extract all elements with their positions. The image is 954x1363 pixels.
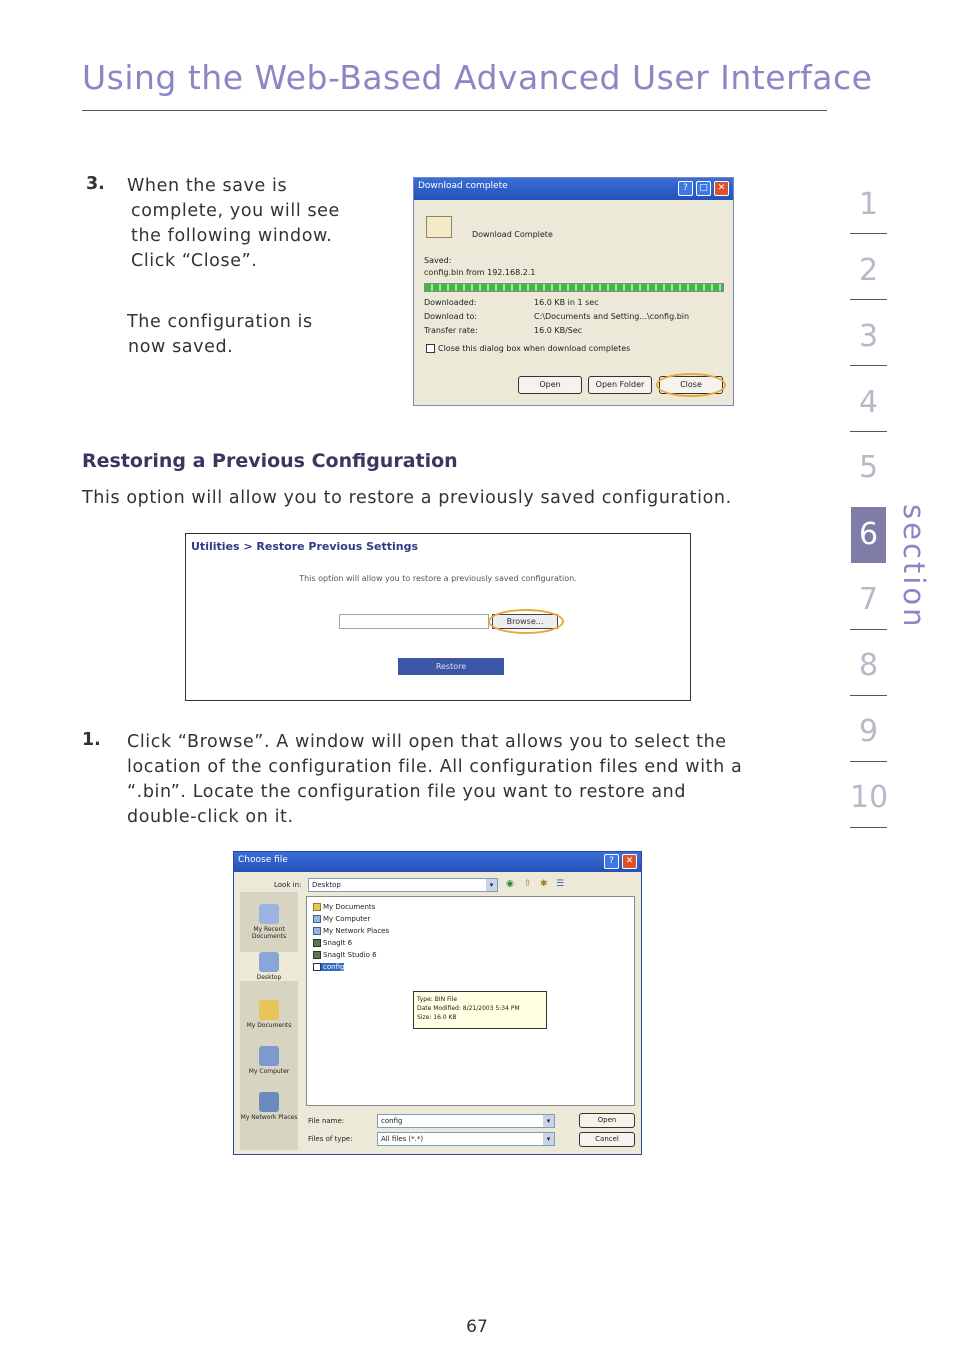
computer-icon — [313, 915, 321, 923]
download-heading: Download Complete — [472, 230, 553, 239]
step-3-line: the following window. — [131, 226, 333, 246]
nav-section-5[interactable]: 5 — [858, 450, 879, 485]
nav-divider — [850, 695, 887, 696]
places-bar — [240, 892, 298, 1150]
download-folder-icon — [426, 216, 452, 238]
saved-note — [127, 310, 397, 360]
new-folder-icon[interactable]: ✱ — [540, 879, 548, 889]
place-label: My Network Places — [240, 1114, 298, 1121]
open-button[interactable]: Open — [579, 1113, 635, 1128]
folder-icon — [313, 903, 321, 911]
row-value: 16.0 KB/Sec — [534, 326, 583, 335]
chevron-down-icon: ▾ — [543, 1115, 554, 1127]
look-in-select[interactable] — [308, 878, 498, 892]
restore-button[interactable]: Restore — [398, 658, 504, 675]
place-desktop[interactable] — [240, 952, 298, 981]
place-label: My Documents — [246, 1022, 292, 1029]
network-icon — [259, 1092, 279, 1112]
step-3-line: When the save is — [127, 176, 288, 196]
file-type-value: All files (*.*) — [381, 1135, 424, 1143]
help-icon[interactable]: ? — [678, 181, 693, 196]
place-label: My Recent Documents — [251, 926, 287, 940]
nav-divider — [850, 233, 887, 234]
section-heading: Restoring a Previous Configuration — [82, 450, 458, 472]
nav-section-1[interactable]: 1 — [858, 187, 879, 222]
nav-divider — [850, 365, 887, 366]
step-1-line: “.bin”. Locate the configuration file you want to restore and — [127, 782, 687, 802]
close-button[interactable]: Close — [659, 376, 723, 394]
list-item-selected[interactable] — [313, 963, 344, 971]
download-complete-dialog — [413, 177, 734, 406]
nav-divider — [850, 761, 887, 762]
nav-section-4[interactable]: 4 — [858, 385, 879, 420]
browse-button[interactable]: Browse... — [492, 614, 558, 629]
step-3-line: complete, you will see — [131, 201, 340, 221]
open-folder-button[interactable]: Open Folder — [588, 376, 652, 394]
nav-divider — [850, 431, 887, 432]
restore-settings-panel — [185, 533, 691, 701]
tooltip-line: Date Modified: 8/21/2003 5:34 PM — [417, 1005, 520, 1012]
file-path-input[interactable] — [339, 614, 489, 629]
tooltip-line: Type: BIN File — [417, 996, 458, 1003]
place-label: My Computer — [248, 1068, 290, 1075]
title-divider — [82, 110, 827, 111]
file-list — [306, 896, 635, 1106]
place-my-computer[interactable] — [240, 1046, 298, 1075]
app-icon — [313, 939, 321, 947]
maximize-icon[interactable]: □ — [696, 181, 711, 196]
row-label: Download to: — [424, 312, 478, 321]
step-1-text — [127, 730, 767, 830]
list-item[interactable] — [313, 939, 352, 947]
close-icon[interactable]: ✕ — [622, 854, 637, 869]
look-in-label: Look in: — [274, 881, 302, 889]
dialog-titlebar — [234, 852, 641, 872]
file-info-tooltip — [413, 991, 547, 1029]
file-label: config — [323, 963, 345, 971]
section-description: This option will allow you to restore a previously saved configuration. — [82, 488, 732, 508]
list-item[interactable] — [313, 951, 377, 959]
dialog-title: Choose file — [238, 855, 288, 865]
highlight-oval — [488, 609, 564, 634]
progress-fill — [425, 284, 723, 291]
step-1-line: Click “Browse”. A window will open that allows you to select the — [127, 732, 727, 752]
highlight-oval — [656, 373, 726, 397]
recent-documents-icon — [259, 904, 279, 924]
nav-section-6-active[interactable] — [851, 507, 886, 563]
dialog-titlebar — [414, 178, 733, 200]
section-label-text: section — [897, 504, 931, 630]
saved-note-line: now saved. — [128, 337, 234, 357]
close-icon[interactable]: ✕ — [714, 181, 729, 196]
page-number: 67 — [466, 1317, 488, 1337]
file-icon — [313, 963, 321, 971]
desktop-icon — [259, 952, 279, 972]
open-button[interactable]: Open — [518, 376, 582, 394]
file-label: My Documents — [323, 903, 376, 911]
step-1-line: double-click on it. — [127, 807, 294, 827]
file-type-select[interactable] — [377, 1132, 555, 1146]
tooltip-line: Size: 16.0 KB — [417, 1014, 457, 1021]
cancel-button[interactable]: Cancel — [579, 1132, 635, 1147]
chevron-down-icon: ▾ — [543, 1133, 554, 1145]
list-item[interactable] — [313, 903, 375, 911]
network-icon — [313, 927, 321, 935]
file-label: SnagIt 6 — [323, 939, 353, 947]
row-value: 16.0 KB in 1 sec — [534, 298, 599, 307]
file-label: My Computer — [323, 915, 371, 923]
app-icon — [313, 951, 321, 959]
nav-section-9[interactable]: 9 — [858, 714, 879, 749]
computer-icon — [259, 1046, 279, 1066]
views-icon[interactable]: ☰ — [556, 879, 565, 889]
step-3-line: Click “Close”. — [131, 251, 258, 271]
nav-section-3[interactable]: 3 — [858, 319, 879, 354]
look-in-value: Desktop — [312, 881, 341, 889]
nav-divider — [850, 299, 887, 300]
saved-value: config.bin from 192.168.2.1 — [424, 268, 536, 277]
close-when-done-checkbox[interactable] — [426, 344, 435, 353]
step-1-line: location of the configuration file. All configuration files end with a — [127, 757, 743, 777]
dialog-title: Download complete — [418, 181, 508, 191]
place-label: Desktop — [256, 974, 282, 981]
nav-section-10[interactable]: 10 — [850, 780, 889, 815]
list-item[interactable] — [313, 915, 370, 923]
page-title: Using the Web-Based Advanced User Interface — [82, 58, 873, 97]
file-name-label: File name: — [308, 1117, 345, 1125]
file-label: My Network Places — [323, 927, 390, 935]
nav-section-2[interactable]: 2 — [858, 253, 879, 288]
row-value: C:\Documents and Setting...\config.bin — [534, 312, 690, 321]
documents-folder-icon — [259, 1000, 279, 1020]
file-name-input[interactable] — [377, 1114, 555, 1128]
chevron-down-icon: ▾ — [486, 879, 497, 891]
nav-divider — [850, 827, 887, 828]
file-name-value: config — [381, 1117, 403, 1125]
place-network[interactable] — [240, 1092, 298, 1121]
file-type-label: Files of type: — [308, 1135, 353, 1143]
restore-panel-description: This option will allow you to restore a previously saved configuration. — [299, 574, 577, 583]
nav-section-7[interactable]: 7 — [858, 582, 879, 617]
checkbox-label: Close this dialog box when download completes — [438, 344, 631, 353]
row-label: Downloaded: — [424, 298, 477, 307]
place-my-documents[interactable] — [240, 1000, 298, 1029]
step-1-number: 1. — [82, 730, 101, 750]
saved-label: Saved: — [424, 256, 452, 265]
up-folder-icon[interactable]: ⇧ — [524, 879, 532, 889]
choose-file-dialog — [233, 851, 642, 1155]
saved-note-line: The configuration is — [127, 312, 313, 332]
restore-breadcrumb: Utilities > Restore Previous Settings — [191, 540, 418, 553]
file-label: SnagIt Studio 6 — [323, 951, 377, 959]
download-progress-bar — [424, 283, 724, 292]
list-item[interactable] — [313, 927, 389, 935]
row-label: Transfer rate: — [424, 326, 478, 335]
nav-divider — [850, 629, 887, 630]
section-label — [893, 504, 943, 630]
place-recent[interactable] — [240, 904, 298, 940]
step-3-number: 3. — [86, 174, 105, 194]
help-icon[interactable]: ? — [604, 854, 619, 869]
nav-active-label: 6 — [858, 517, 879, 552]
nav-section-8[interactable]: 8 — [858, 648, 879, 683]
back-icon[interactable]: ◉ — [506, 879, 514, 889]
step-3-text — [127, 174, 397, 274]
